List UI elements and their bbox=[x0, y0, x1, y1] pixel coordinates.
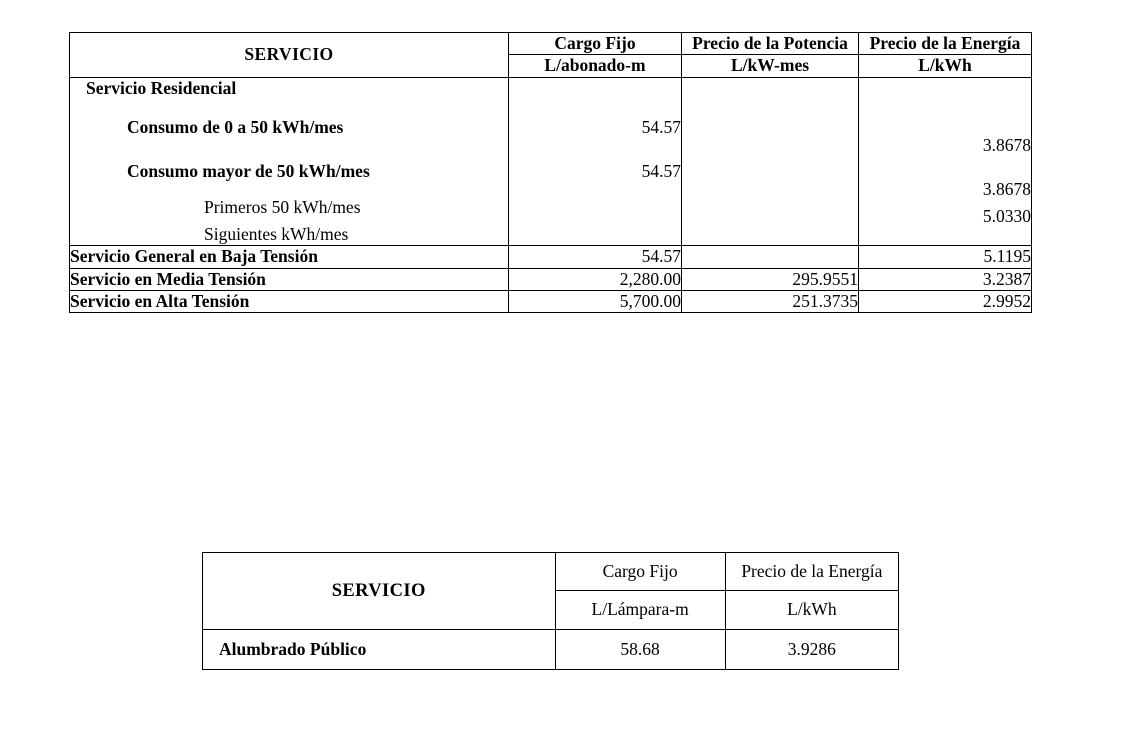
lighting-column-header-cargo-fijo: Cargo Fijo bbox=[555, 553, 725, 591]
residential-cargo-consumo-0-50: 54.57 bbox=[641, 117, 681, 138]
residential-title: Servicio Residencial bbox=[86, 77, 237, 98]
tariff-table bbox=[69, 32, 1032, 313]
row-cargo-fijo-alumbrado-publico: 58.68 bbox=[555, 629, 725, 669]
row-label-alta-tension: Servicio en Alta Tensión bbox=[70, 291, 509, 313]
row-cargo-fijo-media-tension: 2,280.00 bbox=[509, 268, 682, 290]
residential-energia-consumo-0-50: 3.8678 bbox=[982, 134, 1031, 155]
row-potencia-alta-tension: 251.3735 bbox=[682, 291, 859, 313]
lighting-table-header-row bbox=[203, 553, 899, 591]
table-row bbox=[70, 268, 1032, 290]
residential-energia-primeros: 3.8678 bbox=[982, 179, 1031, 200]
residential-cargo-fijo-cell bbox=[509, 77, 682, 246]
residential-potencia-cell bbox=[682, 77, 859, 246]
table-row bbox=[70, 291, 1032, 313]
column-unit-energia: L/kWh bbox=[859, 55, 1032, 77]
column-header-servicio: SERVICIO bbox=[70, 33, 509, 78]
lighting-column-unit-cargo-fijo: L/Lámpara-m bbox=[555, 591, 725, 629]
residential-line-consumo-0-50: Consumo de 0 a 50 kWh/mes bbox=[127, 117, 344, 138]
residential-line-siguientes: Siguientes kWh/mes bbox=[204, 224, 349, 245]
lighting-column-header-precio-energia: Precio de la Energía bbox=[725, 553, 898, 591]
row-label-alumbrado-publico: Alumbrado Público bbox=[203, 629, 556, 669]
row-energia-baja-tension: 5.1195 bbox=[859, 246, 1032, 268]
row-cargo-fijo-alta-tension: 5,700.00 bbox=[509, 291, 682, 313]
row-energia-media-tension: 3.2387 bbox=[859, 268, 1032, 290]
clipped-title-fragment bbox=[0, 0, 1131, 8]
lighting-column-header-servicio: SERVICIO bbox=[203, 553, 556, 630]
residential-service-block bbox=[70, 77, 1032, 246]
row-potencia-media-tension: 295.9551 bbox=[682, 268, 859, 290]
row-energia-alumbrado-publico: 3.9286 bbox=[725, 629, 898, 669]
column-unit-potencia: L/kW-mes bbox=[682, 55, 859, 77]
row-label-baja-tension: Servicio General en Baja Tensión bbox=[70, 246, 509, 268]
clipped-title-text bbox=[562, 0, 567, 3]
table-row bbox=[203, 629, 899, 669]
table-row bbox=[70, 246, 1032, 268]
residential-energia-siguientes: 5.0330 bbox=[982, 206, 1031, 227]
residential-line-primeros-50: Primeros 50 kWh/mes bbox=[204, 196, 361, 217]
row-label-media-tension: Servicio en Media Tensión bbox=[70, 268, 509, 290]
lighting-column-unit-energia: L/kWh bbox=[725, 591, 898, 629]
residential-energia-cell bbox=[859, 77, 1032, 246]
residential-line-consumo-mayor-50: Consumo mayor de 50 kWh/mes bbox=[127, 161, 370, 182]
column-unit-cargo-fijo: L/abonado-m bbox=[509, 55, 682, 77]
residential-labels-cell bbox=[70, 77, 509, 246]
row-energia-alta-tension: 2.9952 bbox=[859, 291, 1032, 313]
column-header-precio-energia: Precio de la Energía bbox=[859, 33, 1032, 55]
residential-cargo-consumo-mayor-50: 54.57 bbox=[641, 161, 681, 182]
row-potencia-baja-tension bbox=[682, 246, 859, 268]
column-header-cargo-fijo: Cargo Fijo bbox=[509, 33, 682, 55]
column-header-precio-potencia: Precio de la Potencia bbox=[682, 33, 859, 55]
row-cargo-fijo-baja-tension: 54.57 bbox=[509, 246, 682, 268]
public-lighting-table bbox=[202, 552, 899, 670]
tariff-table-header-row bbox=[70, 33, 1032, 55]
